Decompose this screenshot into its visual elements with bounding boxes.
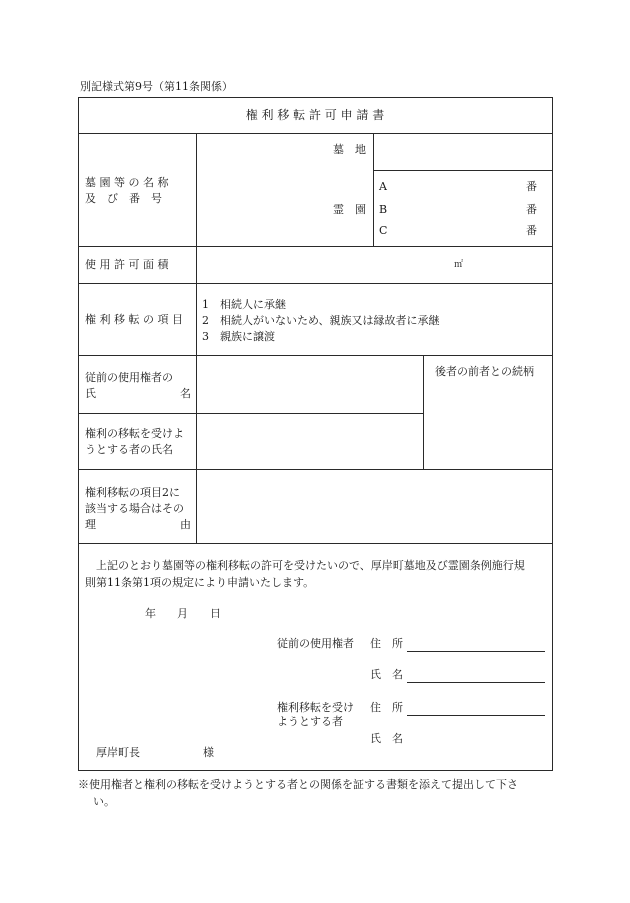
previous-user-label-name: 名 [180, 387, 191, 400]
new-name-label: 氏 名 [370, 732, 403, 745]
previous-user-label-line1: 従前の使用権者の [85, 371, 173, 384]
reason-label-line3b: 由 [180, 518, 191, 531]
prev-address-line[interactable] [407, 651, 545, 652]
section-code-c: C [379, 224, 388, 237]
reien-label: 霊 園 [333, 203, 366, 216]
applicant-prev-label: 従前の使用権者 [277, 637, 354, 650]
cemetery-label: 墓 地 [333, 143, 366, 156]
transfer-item-1[interactable]: 1 相続人に承継 [202, 298, 286, 311]
reason-label-line3a: 理 [85, 518, 96, 531]
section-code-b: B [379, 203, 388, 216]
area-label: 使 用 許 可 面 積 [85, 258, 169, 271]
honorific: 様 [203, 746, 214, 759]
transfer-item-2[interactable]: 2 相続人がいないため、親族又は縁故者に承継 [202, 314, 440, 327]
form-title: 権 利 移 転 許 可 申 請 書 [245, 108, 385, 122]
section-unit-a: 番 [526, 180, 537, 193]
new-user-label-line1: 権利の移転を受けよ [85, 427, 184, 440]
prev-name-label: 氏 名 [370, 668, 403, 681]
form-number: 別記様式第9号（第11条関係） [80, 80, 233, 93]
relationship-input[interactable] [424, 384, 552, 469]
area-input[interactable] [197, 247, 552, 283]
new-user-name-input[interactable] [197, 414, 423, 469]
reason-label-line1: 権利移転の項目2に [85, 486, 180, 499]
declaration-line2: 則第11条第1項の規定により申請いたします。 [85, 576, 315, 589]
new-address-line[interactable] [407, 715, 545, 716]
reason-input[interactable] [197, 470, 552, 543]
applicant-new-label-line1: 権利移転を受け [277, 701, 354, 714]
facility-label-line1: 墓 園 等 の 名 称 [85, 176, 169, 189]
reason-label-line2: 該当する場合はその [85, 502, 184, 515]
declaration-line1: 上記のとおり墓園等の権利移転の許可を受けたいので、厚岸町墓地及び霊園条例施行規 [96, 559, 525, 572]
relationship-label: 後者の前者との続柄 [435, 365, 534, 378]
section-code-a: A [379, 180, 387, 193]
new-name-input[interactable] [407, 728, 545, 746]
new-address-label: 住 所 [370, 701, 403, 714]
facility-label-line2: 及 び 番 号 [85, 192, 162, 205]
previous-user-label-ul: 氏 [85, 387, 96, 400]
section-unit-c: 番 [526, 224, 537, 237]
date-year: 年 [145, 607, 156, 620]
footnote-line2: い。 [93, 795, 115, 808]
section-unit-b: 番 [526, 203, 537, 216]
area-unit: ㎡ [454, 260, 464, 270]
transfer-items-label: 権 利 移 転 の 項 目 [85, 313, 183, 326]
applicant-new-label-line2: ようとする者 [277, 715, 343, 728]
previous-user-name-input[interactable] [197, 356, 423, 413]
date-month: 月 [177, 607, 188, 620]
transfer-item-3[interactable]: 3 親族に譲渡 [202, 330, 275, 343]
footnote-line1: ※使用権者と権利の移転を受けようとする者との関係を証する書類を添えて提出して下さ [78, 778, 518, 791]
date-day: 日 [210, 607, 221, 620]
addressee: 厚岸町長 [96, 746, 140, 759]
prev-address-label: 住 所 [370, 637, 403, 650]
new-user-label-line2: うとする者の氏名 [85, 443, 173, 456]
prev-name-line[interactable] [407, 682, 545, 683]
